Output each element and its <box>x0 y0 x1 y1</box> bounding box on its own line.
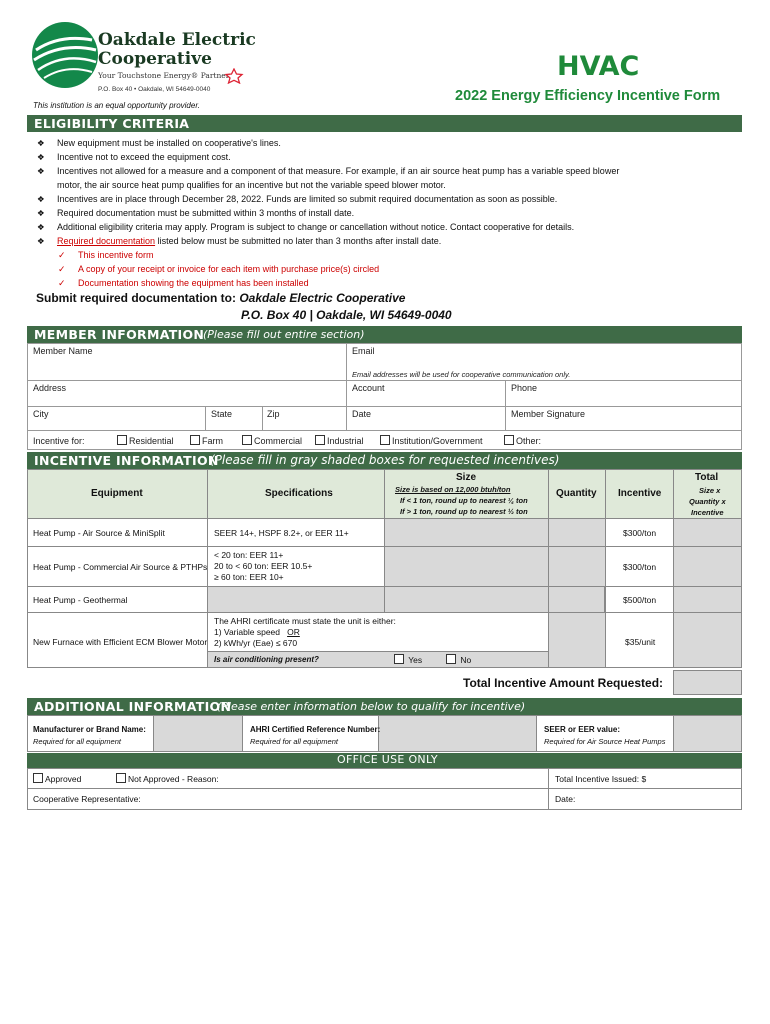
office-date-field[interactable]: Date: <box>555 794 576 804</box>
total-input[interactable] <box>673 612 742 668</box>
member-heading: MEMBER INFORMATION <box>34 327 205 342</box>
bullet-diamond-icon: ❖ <box>37 194 45 204</box>
checkbox-icon <box>33 773 43 783</box>
size-input[interactable] <box>384 546 549 587</box>
equipment-label: Heat Pump - Commercial Air Source & PTHPs <box>33 562 208 572</box>
manufacturer-note: Required for all equipment <box>33 737 121 746</box>
checkbox-icon <box>190 435 200 445</box>
logo <box>30 18 256 100</box>
member-signature-field[interactable]: Member Signature <box>511 409 586 419</box>
equal-opportunity: This institution is an equal opportunity provider. <box>33 101 200 110</box>
bullet-diamond-icon: ❖ <box>37 222 45 232</box>
account-field[interactable]: Account <box>352 383 385 393</box>
checkbox-icon <box>116 773 126 783</box>
col-incentive-label: Incentive <box>618 488 662 499</box>
checkmark-icon: ✓ <box>58 278 66 288</box>
address-field[interactable]: Address <box>33 383 67 393</box>
bullet-diamond-icon: ❖ <box>37 236 45 246</box>
logo-address: P.O. Box 40 • Oakdale, WI 54649-0040 <box>98 86 211 93</box>
checkbox-icon <box>315 435 325 445</box>
divider <box>27 788 742 789</box>
spec-label: 1) Variable speed OR <box>214 627 300 637</box>
incentive-heading-bar <box>27 452 742 469</box>
email-note: Email addresses will be used for cooperative communication only. <box>352 370 571 379</box>
member-heading-bar <box>27 326 742 343</box>
quantity-input[interactable] <box>548 546 606 587</box>
total-note: Quantity x <box>689 497 726 506</box>
manufacturer-input[interactable] <box>153 715 243 752</box>
date-field[interactable]: Date <box>352 409 372 419</box>
total-input[interactable] <box>673 586 742 613</box>
email-field[interactable]: Email <box>352 346 375 356</box>
quantity-input[interactable] <box>548 612 606 668</box>
incentive-for-label: Incentive for: <box>33 436 85 446</box>
incentive-heading-note: (Please fill in gray shaded boxes for requested incentives) <box>210 453 560 467</box>
divider <box>384 586 385 613</box>
approved-checkbox[interactable]: Approved <box>33 773 81 784</box>
size-note: Size is based on 12,000 btuh/ton <box>395 485 511 494</box>
col-quantity-label: Quantity <box>556 488 597 499</box>
divider <box>27 430 742 431</box>
incentive-value: $35/unit <box>625 637 656 647</box>
commercial-checkbox[interactable]: Commercial <box>242 435 302 446</box>
additional-heading-bar <box>27 698 742 715</box>
ahri-label: AHRI Certified Reference Number: <box>250 725 381 734</box>
phone-field[interactable]: Phone <box>511 383 538 393</box>
divider <box>505 380 506 430</box>
ahri-input[interactable] <box>378 715 537 752</box>
total-note: Size x <box>699 486 721 495</box>
farm-checkbox[interactable]: Farm <box>190 435 223 446</box>
bullet-diamond-icon: ❖ <box>37 152 45 162</box>
divider <box>262 406 263 430</box>
ac-question: Is air conditioning present? <box>214 655 319 664</box>
logo-tagline: Your Touchstone Energy® Partner <box>98 71 230 80</box>
incentive-value: $500/ton <box>623 595 657 605</box>
size-input[interactable] <box>384 518 549 547</box>
not-approved-checkbox[interactable]: Not Approved - Reason: <box>116 773 219 784</box>
divider <box>27 380 742 381</box>
additional-heading: ADDITIONAL INFORMATION <box>34 699 232 714</box>
col-total-label: Total <box>695 472 719 483</box>
office-heading-bar <box>27 753 742 768</box>
institution-government-checkbox[interactable]: Institution/Government <box>380 435 483 446</box>
seer-label: SEER or EER value: <box>544 725 621 734</box>
col-size-label: Size <box>456 472 477 483</box>
checkbox-icon <box>394 654 404 664</box>
other-checkbox[interactable]: Other: <box>504 435 541 446</box>
logo-name-line1: Oakdale Electric <box>98 30 256 50</box>
col-equipment-label: Equipment <box>91 488 143 499</box>
additional-heading-note: (Please enter information below to qualify for incentive) <box>217 700 526 713</box>
member-heading-note: (Please fill out entire section) <box>203 328 365 341</box>
divider <box>205 406 206 430</box>
state-field[interactable]: State <box>211 409 233 419</box>
divider <box>27 406 742 407</box>
manufacturer-label: Manufacturer or Brand Name: <box>33 725 146 734</box>
checkbox-icon <box>117 435 127 445</box>
divider <box>548 768 549 810</box>
divider <box>548 586 549 613</box>
total-note: Incentive <box>691 508 724 517</box>
spec-label: 20 to < 60 ton: EER 10.5+ <box>214 561 313 571</box>
ahri-note: Required for all equipment <box>250 737 338 746</box>
city-field[interactable]: City <box>33 409 49 419</box>
member-name-field[interactable]: Member Name <box>33 346 93 356</box>
cooperative-representative-field[interactable]: Cooperative Representative: <box>33 794 141 804</box>
seer-note: Required for Air Source Heat Pumps <box>544 737 666 746</box>
zip-field[interactable]: Zip <box>267 409 280 419</box>
spec-label: < 20 ton: EER 11+ <box>214 550 284 560</box>
member-info-grid <box>27 343 742 450</box>
total-input[interactable] <box>673 518 742 547</box>
divider <box>346 343 347 430</box>
equipment-label: Heat Pump - Geothermal <box>33 595 128 605</box>
seer-input[interactable] <box>673 715 742 752</box>
checkbox-icon <box>380 435 390 445</box>
spec-label: ≥ 60 ton: EER 10+ <box>214 572 284 582</box>
incentive-value: $300/ton <box>623 528 657 538</box>
total-issued-field[interactable]: Total Incentive Issued: $ <box>555 774 647 784</box>
size-note: If < 1 ton, round up to nearest ¼ ton <box>400 496 528 505</box>
equipment-label: Heat Pump - Air Source & MiniSplit <box>33 528 165 538</box>
submit-address: P.O. Box 40 | Oakdale, WI 54649-0040 <box>241 308 452 322</box>
spec-label: The AHRI certificate must state the unit is either: <box>214 616 396 626</box>
total-requested-label: Total Incentive Amount Requested: <box>463 676 664 690</box>
incentive-value: $300/ton <box>623 562 657 572</box>
bullet-diamond-icon: ❖ <box>37 138 45 148</box>
bullet-diamond-icon: ❖ <box>37 166 45 176</box>
form-subtitle: 2022 Energy Efficiency Incentive Form <box>455 88 721 104</box>
industrial-checkbox[interactable]: Industrial <box>315 435 364 446</box>
residential-checkbox[interactable]: Residential <box>117 435 174 446</box>
total-input[interactable] <box>673 546 742 587</box>
quantity-input[interactable] <box>548 518 606 547</box>
spec-label: 2) kWh/yr (Eae) ≤ 670 <box>214 638 298 648</box>
incentive-heading: INCENTIVE INFORMATION <box>34 453 219 468</box>
ac-no-checkbox[interactable]: No <box>446 654 471 665</box>
checkbox-icon <box>504 435 514 445</box>
eligibility-heading: ELIGIBILITY CRITERIA <box>34 116 190 131</box>
logo-name-line2: Cooperative <box>98 49 212 69</box>
required-documentation-link[interactable]: Required documentation <box>57 236 156 246</box>
form-title: HVAC <box>557 51 640 82</box>
ac-yes-checkbox[interactable]: Yes <box>394 654 422 665</box>
col-specs-label: Specifications <box>265 488 333 499</box>
equipment-label: New Furnace with Efficient ECM Blower Motor <box>33 637 208 647</box>
checkmark-icon: ✓ <box>58 264 66 274</box>
total-requested-input[interactable] <box>673 670 742 695</box>
eligibility-heading-bar <box>27 115 742 132</box>
bullet-diamond-icon: ❖ <box>37 208 45 218</box>
size-note: If > 1 ton, round up to nearest ½ ton <box>400 507 528 516</box>
office-heading: OFFICE USE ONLY <box>337 753 438 766</box>
checkmark-icon: ✓ <box>58 250 66 260</box>
spec-label: SEER 14+, HSPF 8.2+, or EER 11+ <box>214 528 349 538</box>
checkbox-icon <box>446 654 456 664</box>
touchstone-star-icon <box>224 68 244 84</box>
logo-globe-icon <box>30 20 100 90</box>
geothermal-size-input[interactable] <box>207 586 605 613</box>
submit-line: Submit required documentation to: Oakdale Electric Cooperative <box>36 291 406 305</box>
checkbox-icon <box>242 435 252 445</box>
